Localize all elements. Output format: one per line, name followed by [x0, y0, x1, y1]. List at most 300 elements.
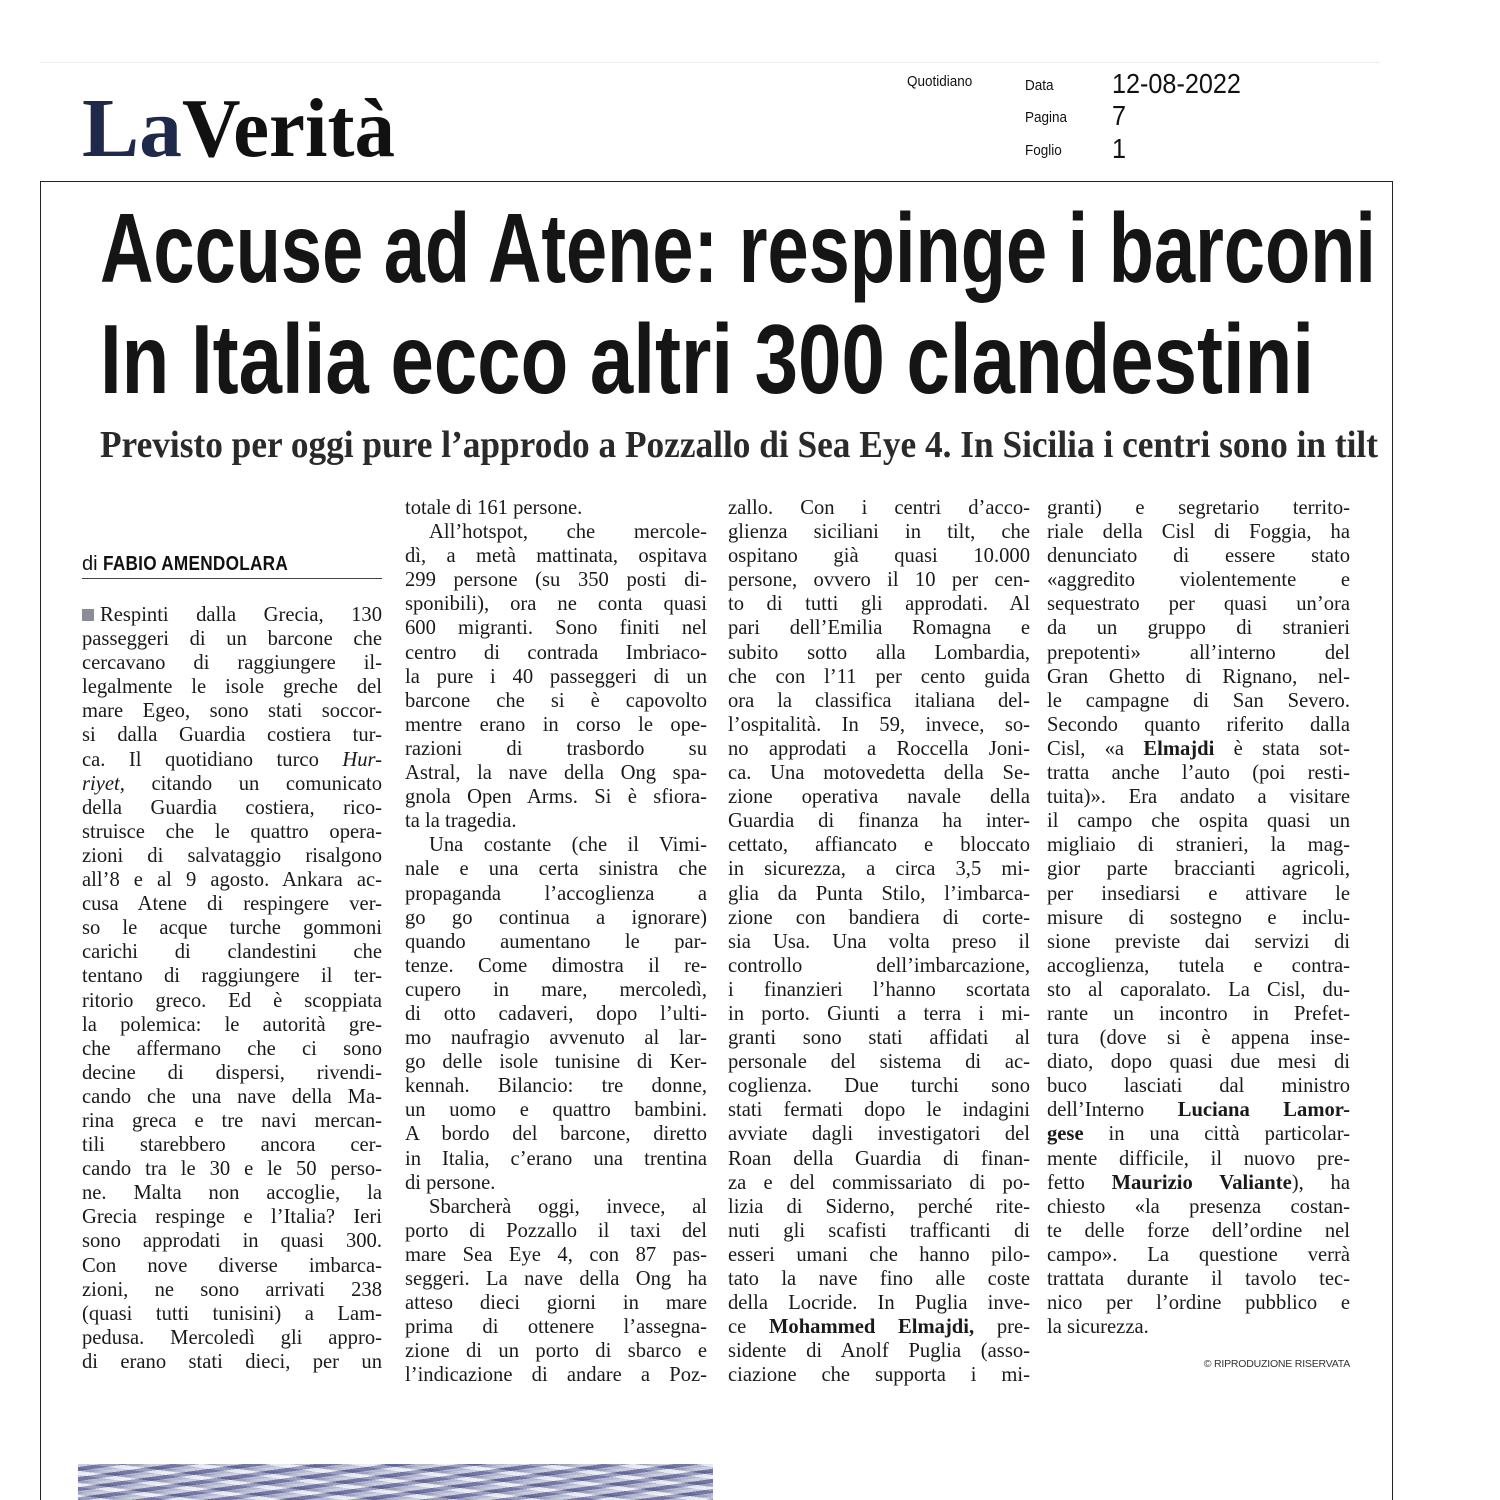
line-text: za e del commissariato di po-: [728, 1171, 1030, 1194]
text-line: [1047, 1098, 1350, 1122]
line-text: un uomo e quattro bambini.: [405, 1099, 707, 1122]
line-text: Secondo quanto riferito dalla: [1047, 713, 1350, 736]
text-line: [82, 964, 382, 988]
line-text: cettato, affiancato e bloccato: [728, 834, 1030, 857]
line-text: Una costante (che il Vimi-: [429, 834, 707, 857]
text-line: [82, 1085, 382, 1109]
page-value: 7: [1112, 100, 1127, 131]
line-text: nale e una certa sinistra che: [405, 858, 707, 881]
line-text: lizia di Siderno, perché rite-: [728, 1195, 1030, 1218]
text-line: [82, 651, 382, 675]
text-line: [405, 1219, 707, 1243]
text-line: [405, 1074, 707, 1098]
text-line: [1047, 1219, 1350, 1243]
line-text: granti sono stati affidati al: [728, 1027, 1030, 1050]
text-line: [405, 1195, 707, 1219]
line-text: granti) e segretario territo-: [1047, 497, 1350, 519]
text-line: [405, 1147, 707, 1171]
article-column-1: [82, 603, 382, 1374]
text-line: [405, 1098, 707, 1122]
text-line: [82, 1133, 382, 1157]
line-text: «aggredito violentemente e: [1047, 569, 1350, 592]
line-text: glia da Punta Stilo, l’imbarca-: [728, 882, 1030, 905]
line-text: chiesto «la presenza costan-: [1047, 1195, 1350, 1218]
text-line: [728, 568, 1030, 592]
text-line: [1047, 1291, 1350, 1315]
line-text: centro di contrada Imbriaco-: [405, 641, 707, 664]
paragraph: [728, 496, 1030, 1387]
line-text: della Locride. In Puglia inve-: [728, 1292, 1030, 1315]
line-text: Roan della Guardia di finan-: [728, 1147, 1030, 1170]
line-text: cercavano di raggiungere il-: [82, 652, 382, 675]
text-line: [728, 496, 1030, 520]
line-text: so le acque turche gommoni: [82, 917, 382, 940]
text-line: [405, 1267, 707, 1291]
text-line: [1047, 713, 1350, 737]
text-line: [405, 1291, 707, 1315]
date-label: Data: [1025, 77, 1054, 94]
text-line: [728, 1171, 1030, 1195]
text-line: [405, 568, 707, 592]
line-text: nuti gli scafisti trafficanti di: [728, 1219, 1030, 1242]
line-text: della Guardia costiera, rico-: [82, 796, 382, 819]
line-text: buco lasciati dal ministro: [1047, 1075, 1350, 1098]
text-line: [405, 616, 707, 640]
text-line: [405, 857, 707, 881]
line-text: mare Sea Eye 4, con 87 pas-: [405, 1243, 707, 1266]
sheet-value: 1: [1112, 133, 1127, 164]
text-line: [728, 1219, 1030, 1243]
line-text: Respinti dalla Grecia, 130: [100, 604, 382, 626]
line-text: fetto: [1047, 1171, 1112, 1194]
text-line: [1047, 568, 1350, 592]
line-text: tuita)». Era andato a visitare: [1047, 786, 1350, 809]
text-line: [728, 1339, 1030, 1363]
text-line: [1047, 954, 1350, 978]
text-line: [405, 954, 707, 978]
text-line: [1047, 1171, 1350, 1195]
text-line: [405, 1339, 707, 1363]
line-text: ritorio greco. Ed è scoppiata: [82, 989, 382, 1012]
text-line: [405, 1026, 707, 1050]
line-text: rante un incontro in Prefet-: [1047, 1002, 1350, 1025]
text-line: [405, 592, 707, 616]
line-text: zallo. Con i centri d’acco-: [728, 497, 1030, 519]
text-line: [405, 882, 707, 906]
line-text: di erano stati dieci, per un: [82, 1350, 382, 1373]
text-line: [1047, 785, 1350, 809]
line-text: sto al caporalato. La Cisl, du-: [1047, 978, 1350, 1001]
line-text: l’indicazione di andare a Poz-: [405, 1364, 707, 1387]
article-column-2: [405, 496, 707, 1387]
text-line: [1047, 930, 1350, 954]
line-text: razioni di trasbordo su: [405, 737, 707, 760]
line-text: di persone.: [405, 1171, 496, 1194]
text-line: [82, 1350, 382, 1374]
text-line: [82, 892, 382, 916]
line-text: ca. Una motovedetta della Se-: [728, 762, 1030, 785]
line-text: da un gruppo di stranieri: [1047, 617, 1350, 640]
text-line: [405, 978, 707, 1002]
line-text: tura (dove si è appena inse-: [1047, 1027, 1350, 1050]
line-text: all’8 e al 9 agosto. Ankara ac-: [82, 869, 382, 892]
line-text: A bordo del barcone, diretto: [405, 1123, 707, 1146]
text-line: [405, 1050, 707, 1074]
text-line: [1047, 1122, 1350, 1146]
line-text: decine di dispersi, rivendi-: [82, 1061, 382, 1084]
text-line: [728, 833, 1030, 857]
text-line: [405, 761, 707, 785]
line-text: sequestrato per quasi un’ora: [1047, 593, 1350, 616]
text-line: [1047, 1002, 1350, 1026]
line-text: trattata durante il tavolo tec-: [1047, 1268, 1350, 1290]
line-text: le campagne di San Severo.: [1047, 689, 1350, 712]
line-text: Sbarcherà oggi, invece, al: [429, 1195, 707, 1218]
text-line: [1047, 496, 1350, 520]
text-line: [728, 1026, 1030, 1050]
text-line: [728, 1098, 1030, 1122]
text-line: [82, 1278, 382, 1302]
text-line: [1047, 1315, 1350, 1339]
bold-name: Maurizio Valiante: [1111, 1171, 1292, 1194]
text-line: [82, 844, 382, 868]
text-line: [728, 520, 1030, 544]
line-text: gnola Open Arms. Si è sfiora-: [405, 786, 707, 809]
line-text: ospitano già quasi 10.000: [728, 545, 1030, 568]
line-text: zione di un porto di sbarco e: [405, 1340, 707, 1363]
text-line: [1047, 833, 1350, 857]
line-text: zione con bandiera di corte-: [728, 906, 1030, 929]
line-text: riale della Cisl di Foggia, ha: [1047, 521, 1350, 544]
line-text: tratta anche l’auto (poi resti-: [1047, 762, 1350, 785]
text-line: [1047, 906, 1350, 930]
text-line: [1047, 592, 1350, 616]
line-text: la polemica: le autorità gre-: [82, 1013, 382, 1036]
copyright-notice: © RIPRODUZIONE RISERVATA: [1203, 1358, 1350, 1370]
text-line: [728, 930, 1030, 954]
text-line: [405, 1122, 707, 1146]
text-line: [1047, 1026, 1350, 1050]
text-line: [82, 989, 382, 1013]
line-text: di otto cadaveri, dopo l’ulti-: [405, 1002, 707, 1025]
byline: [82, 553, 382, 579]
line-text: ), ha: [1291, 1171, 1350, 1194]
line-text: coglienza. Due turchi sono: [728, 1075, 1030, 1098]
line-text: avviate dagli investigatori del: [728, 1123, 1030, 1146]
text-line: [405, 641, 707, 665]
line-text: All’hotspot, che mercole-: [429, 521, 707, 544]
paragraph: [405, 1195, 707, 1388]
bold-name: Elmajdi: [1143, 737, 1215, 760]
text-line: [405, 520, 707, 544]
text-line: [1047, 689, 1350, 713]
sea-photo: [78, 1464, 713, 1500]
line-text: go go continua a ignorare): [405, 906, 707, 929]
text-line: [1047, 978, 1350, 1002]
text-line: [728, 809, 1030, 833]
text-line: [728, 882, 1030, 906]
text-line: [405, 785, 707, 809]
line-text: zioni di salvataggio risalgono: [82, 844, 382, 867]
text-line: [1047, 520, 1350, 544]
text-line: [82, 1157, 382, 1181]
text-line: [82, 1061, 382, 1085]
line-text: ciazione che supporta i mi-: [728, 1364, 1030, 1387]
text-line: [405, 665, 707, 689]
text-line: [728, 1267, 1030, 1291]
italic-text: Hur-: [342, 748, 382, 771]
line-text: zioni, ne sono arrivati 238: [82, 1278, 382, 1301]
line-text: quando aumentano le par-: [405, 930, 707, 953]
text-line: [728, 1122, 1030, 1146]
line-text: struisce che le quattro opera-: [82, 820, 382, 843]
text-line: [1047, 1050, 1350, 1074]
logo-la: La: [82, 82, 182, 175]
text-line: [82, 699, 382, 723]
text-line: [405, 809, 707, 833]
text-line: [728, 1195, 1030, 1219]
date-value: 12-08-2022: [1112, 68, 1241, 99]
line-text: cando che una nave della Ma-: [82, 1085, 382, 1108]
text-line: [1047, 882, 1350, 906]
text-line: [728, 1147, 1030, 1171]
line-text: (quasi tutti tunisini) a Lam-: [82, 1302, 382, 1325]
text-line: [405, 1315, 707, 1339]
text-line: [1047, 665, 1350, 689]
text-line: [82, 1326, 382, 1350]
text-line: [82, 723, 382, 747]
text-line: [728, 1002, 1030, 1026]
paragraph: [1047, 496, 1350, 1339]
text-line: [405, 833, 707, 857]
line-text: gior parte braccianti agricoli,: [1047, 858, 1350, 881]
text-line: [728, 1243, 1030, 1267]
line-text: il campo che ospita quasi un: [1047, 810, 1350, 833]
text-line: [728, 954, 1030, 978]
line-text: porto di Pozzallo il taxi del: [405, 1219, 707, 1242]
text-line: [1047, 544, 1350, 568]
line-text: ca. Il quotidiano turco: [82, 748, 343, 771]
text-line: [82, 675, 382, 699]
paragraph: [405, 496, 707, 520]
line-text: in porto. Giunti a terra i mi-: [728, 1002, 1030, 1025]
text-line: [728, 906, 1030, 930]
line-text: diato, dopo quasi due mesi di: [1047, 1051, 1350, 1074]
line-text: no approdati a Roccella Joni-: [728, 737, 1030, 760]
text-line: [1047, 857, 1350, 881]
text-line: [728, 592, 1030, 616]
paragraph-bullet-icon: [82, 609, 94, 621]
line-text: Con nove diverse imbarca-: [82, 1254, 382, 1277]
line-text: tili starebbero ancora cer-: [82, 1134, 382, 1157]
text-line: [1047, 641, 1350, 665]
line-text: citando un comunicato: [124, 772, 382, 795]
line-text: si dalla Guardia costiera tur-: [82, 724, 382, 747]
line-text: sono approdati in quasi 300.: [82, 1230, 382, 1253]
text-line: [728, 857, 1030, 881]
line-text: barcone che si è capovolto: [405, 689, 707, 712]
line-text: sia Usa. Una volta preso il: [728, 930, 1030, 953]
line-text: persone, ovvero il 10 per cen-: [728, 569, 1030, 592]
text-line: [82, 1181, 382, 1205]
text-line: [405, 496, 707, 520]
line-text: pre-: [974, 1316, 1030, 1339]
text-line: [728, 689, 1030, 713]
paragraph: [405, 520, 707, 833]
line-text: stati fermati dopo le indagini: [728, 1099, 1030, 1122]
line-text: dì, a metà mattinata, ospitava: [405, 545, 707, 568]
line-text: nico per l’ordine pubblico e: [1047, 1292, 1350, 1315]
line-text: controllo dell’imbarcazione,: [728, 954, 1030, 977]
text-line: [82, 1302, 382, 1326]
line-text: la sicurezza.: [1047, 1316, 1149, 1339]
text-line: [405, 544, 707, 568]
line-text: che con l’11 per cento guida: [728, 665, 1030, 688]
line-text: misure di sostegno e inclu-: [1047, 906, 1350, 929]
line-text: propaganda l’accoglienza a: [405, 882, 707, 905]
line-text: seggeri. La nave della Ong ha: [405, 1268, 707, 1290]
text-line: [82, 820, 382, 844]
line-text: migliaio di stranieri, la mag-: [1047, 834, 1350, 857]
text-line: [82, 603, 382, 627]
text-line: [405, 1002, 707, 1026]
line-text: ora la classifica italiana del-: [728, 689, 1030, 712]
text-line: [728, 978, 1030, 1002]
line-text: sione previste dai servizi di: [1047, 930, 1350, 953]
line-text: cusa Atene di respingere ver-: [82, 893, 382, 916]
line-text: subito sotto alla Lombardia,: [728, 641, 1030, 664]
byline-author: FABIO AMENDOLARA: [103, 553, 289, 575]
line-text: cando tra le 30 e le 50 perso-: [82, 1158, 382, 1181]
line-text: è stata sot-: [1214, 737, 1351, 760]
line-text: Guardia di finanza ha inter-: [728, 810, 1030, 833]
byline-prefix: di: [82, 553, 98, 575]
text-line: [82, 1254, 382, 1278]
line-text: personale del sistema di ac-: [728, 1051, 1030, 1074]
text-line: [728, 1074, 1030, 1098]
line-text: campo». La questione verrà: [1047, 1243, 1350, 1266]
line-text: in una città particolar-: [1083, 1123, 1350, 1146]
text-line: [405, 1171, 707, 1195]
article-column-3: [728, 496, 1030, 1387]
line-text: i finanzieri l’hanno scortata: [728, 978, 1030, 1001]
line-text: pari dell’Emilia Romagna e: [728, 617, 1030, 640]
line-text: glienza siciliani in tilt, che: [728, 521, 1030, 544]
text-line: [82, 868, 382, 892]
text-line: [1047, 1243, 1350, 1267]
bold-name: Mohammed Elmajdi,: [768, 1316, 975, 1339]
line-text: mente difficile, il nuovo pre-: [1047, 1147, 1350, 1170]
line-text: mo naufragio avvenuto al lar-: [405, 1027, 707, 1050]
line-text: rina greca e tre navi mercan-: [82, 1109, 382, 1132]
bold-name: gese: [1047, 1123, 1084, 1146]
line-text: to di tutti gli approdati. Al: [728, 593, 1030, 616]
text-line: [82, 940, 382, 964]
text-line: [82, 916, 382, 940]
paragraph: [82, 603, 382, 1374]
text-line: [728, 785, 1030, 809]
publication-type: Quotidiano: [907, 73, 973, 90]
line-text: pedusa. Mercoledì gli appro-: [82, 1326, 382, 1349]
headline-line-2: In Italia ecco altri 300 clandestini: [100, 304, 1314, 414]
line-text: ta la tragedia.: [405, 810, 517, 833]
text-line: [405, 1243, 707, 1267]
line-text: 600 migranti. Sono finiti nel: [405, 617, 707, 640]
line-text: atteso dieci giorni in mare: [405, 1292, 707, 1315]
text-line: [1047, 809, 1350, 833]
text-line: [728, 544, 1030, 568]
line-text: ce: [728, 1316, 769, 1339]
line-text: in sicurezza, a circa 3,5 mi-: [728, 858, 1030, 881]
text-line: [82, 796, 382, 820]
text-line: [82, 748, 382, 772]
line-text: tentano di raggiungere il ter-: [82, 965, 382, 988]
text-line: [1047, 1074, 1350, 1098]
text-line: [728, 616, 1030, 640]
text-line: [82, 772, 382, 796]
line-text: dell’Interno: [1047, 1099, 1178, 1122]
line-text: go delle isole tunisine di Ker-: [405, 1051, 707, 1074]
line-text: sponibili), ora ne conta quasi: [405, 593, 707, 616]
text-line: [728, 1363, 1030, 1387]
line-text: la pure i 40 passeggeri di un: [405, 665, 707, 688]
text-line: [1047, 1195, 1350, 1219]
text-line: [728, 713, 1030, 737]
text-line: [405, 930, 707, 954]
line-text: l’ospitalità. In 59, invece, so-: [728, 713, 1030, 736]
line-text: in Italia, c’erano una trentina: [405, 1147, 707, 1170]
page-label: Pagina: [1025, 109, 1068, 126]
line-text: tenze. Come dimostra il re-: [405, 954, 707, 977]
line-text: sidente di Anolf Puglia (asso-: [728, 1340, 1030, 1363]
text-line: [82, 1229, 382, 1253]
text-line: [405, 1363, 707, 1387]
text-line: [82, 1109, 382, 1133]
line-text: cupero in mare, mercoledì,: [405, 978, 707, 1001]
article-column-4: [1047, 496, 1350, 1339]
line-text: Cisl, «a: [1047, 737, 1144, 760]
line-text: mare Egeo, sono stati soccor-: [82, 700, 382, 723]
newspaper-logo: [82, 82, 395, 175]
line-text: 299 persone (su 350 posti di-: [405, 569, 707, 592]
line-text: Grecia respinge e l’Italia? Ieri: [82, 1206, 382, 1229]
sheet-label: Foglio: [1025, 142, 1062, 159]
text-line: [82, 1205, 382, 1229]
text-line: [1047, 1267, 1350, 1291]
line-text: carichi di clandestini che: [82, 941, 382, 964]
text-line: [405, 689, 707, 713]
text-line: [1047, 737, 1350, 761]
line-text: mentre erano in corso le ope-: [405, 713, 707, 736]
text-line: [82, 1037, 382, 1061]
line-text: kennah. Bilancio: tre donne,: [405, 1075, 707, 1098]
line-text: passeggeri di un barcone che: [82, 628, 382, 651]
line-text: che affermano che ci sono: [82, 1037, 382, 1060]
line-text: esseri umani che hanno pilo-: [728, 1243, 1030, 1266]
article-subtitle: Previsto per oggi pure l’approdo a Pozzallo di Sea Eye 4. In Sicilia i centri sono in tilt: [100, 424, 1379, 466]
text-line: [728, 737, 1030, 761]
line-text: per insediarsi e attivare le: [1047, 882, 1350, 905]
line-text: Gran Ghetto di Rignano, nel-: [1047, 665, 1350, 688]
text-line: [728, 1050, 1030, 1074]
text-line: [728, 761, 1030, 785]
text-line: [405, 906, 707, 930]
line-text: accoglienza, tutela e contra-: [1047, 954, 1350, 977]
headline-line-1: Accuse ad Atene: respinge i barconi: [100, 193, 1376, 303]
logo-verita: Verità: [182, 82, 395, 175]
text-line: [82, 1013, 382, 1037]
text-line: [82, 627, 382, 651]
